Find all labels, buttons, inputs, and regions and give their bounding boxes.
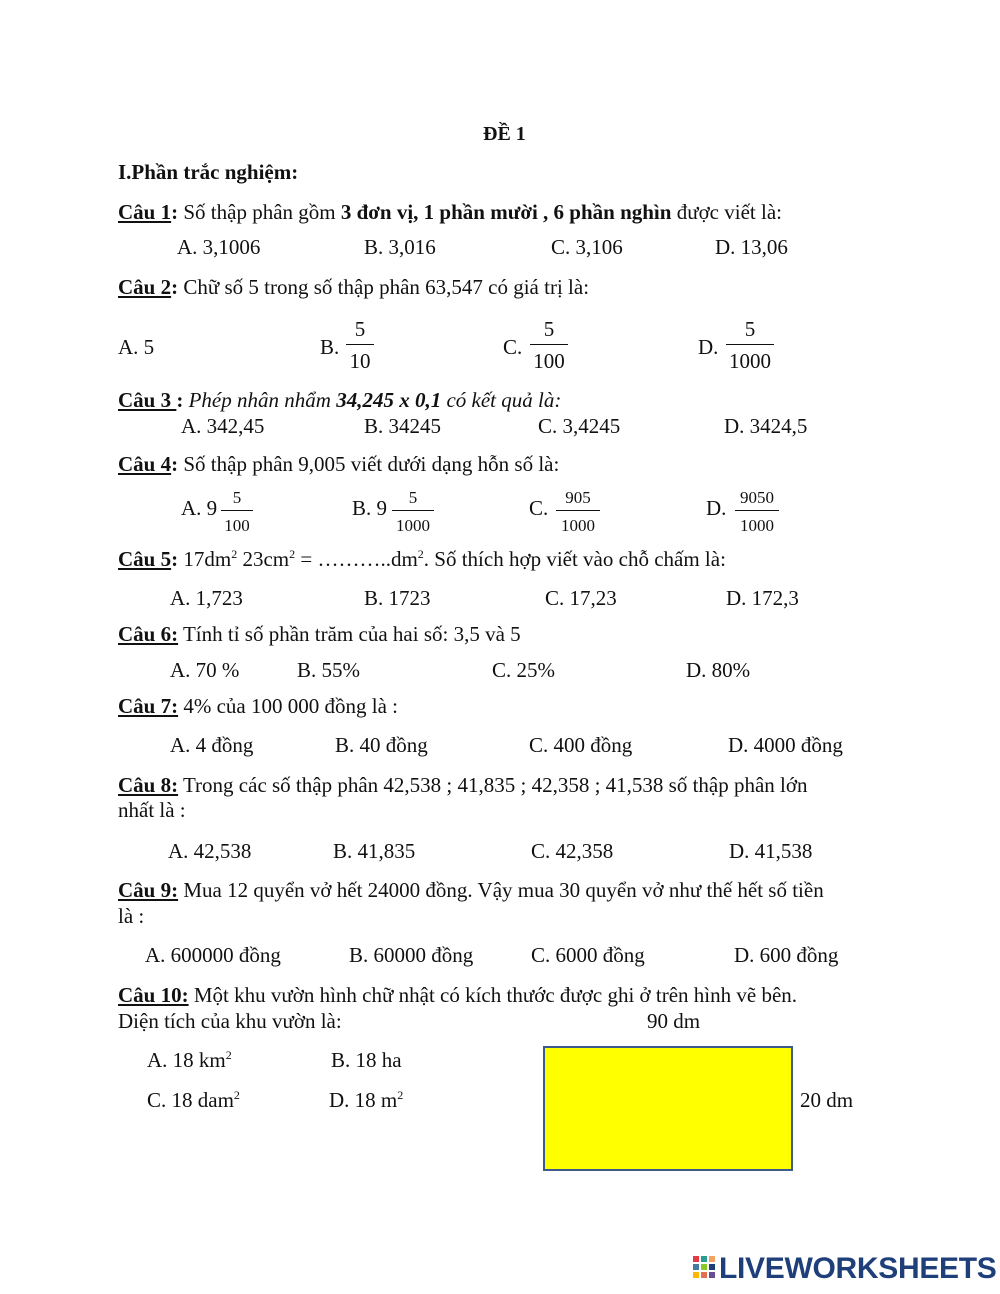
q5-option-c[interactable]: C. 17,23 [545, 586, 617, 610]
q4-option-c-fraction: 905 1000 [556, 489, 600, 534]
rectangle-width-label: 90 dm [647, 1009, 701, 1033]
q3-option-d[interactable]: D. 3424,5 [724, 414, 808, 438]
question-6-label: Câu 6: [118, 622, 179, 646]
garden-rectangle [543, 1046, 793, 1171]
q1-option-b[interactable]: B. 3,016 [364, 235, 436, 259]
question-1-text: Câu 1: Số thập phân gồm 3 đơn vị, 1 phần mười , 6 phần nghìn được viết là: [118, 200, 782, 224]
q10-option-a[interactable]: A. 18 $km^2$ [147, 1048, 232, 1072]
q4-option-c[interactable]: C. [529, 496, 549, 520]
question-3-label: Câu 3 [118, 388, 177, 412]
question-3-text: Câu 3 : Phép nhân nhẩm 34,245 x 0,1 có kết quả là: [118, 388, 562, 412]
q7-option-c[interactable]: C. 400 đồng [529, 733, 633, 757]
question-10-text: Câu 10: Một khu vườn hình chữ nhật có kích thước được ghi ở trên hình vẽ bên. [118, 983, 798, 1007]
logo-text: LIVEWORKSHEETS [719, 1252, 997, 1285]
q3-option-c[interactable]: C. 3,4245 [538, 414, 621, 438]
q2-option-c[interactable]: C. [503, 335, 523, 359]
q6-option-d[interactable]: D. 80% [686, 658, 751, 682]
q6-option-a[interactable]: A. 70 % [170, 658, 240, 682]
question-10-label: Câu 10: [118, 983, 189, 1007]
section-heading: I.Phần trắc nghiệm: [118, 160, 299, 184]
q7-option-b[interactable]: B. 40 đồng [335, 733, 428, 757]
q9-option-a[interactable]: A. 600000 đồng [145, 943, 281, 967]
question-2-text: Câu 2: Chữ số 5 trong số thập phân 63,547 có giá trị là: [118, 275, 590, 299]
rectangle-height-label: 20 dm [800, 1088, 854, 1112]
question-8-text-line2: nhất là : [118, 798, 186, 822]
q4-option-a-fraction: 5 100 [221, 489, 253, 534]
q8-option-c[interactable]: C. 42,358 [531, 839, 614, 863]
q9-option-d[interactable]: D. 600 đồng [734, 943, 839, 967]
question-9-label: Câu 9: [118, 878, 179, 902]
q9-option-c[interactable]: C. 6000 đồng [531, 943, 645, 967]
q8-option-a[interactable]: A. 42,538 [168, 839, 252, 863]
q4-option-a[interactable]: A. 9 [181, 496, 218, 520]
q9-option-b[interactable]: B. 60000 đồng [349, 943, 474, 967]
q2-option-b[interactable]: B. [320, 335, 340, 359]
q4-option-d-fraction: 9050 1000 [735, 489, 779, 534]
q1-option-c[interactable]: C. 3,106 [551, 235, 623, 259]
q10-option-d[interactable]: D. 18 $m^2$ [329, 1088, 404, 1112]
q1-option-a[interactable]: A. 3,1006 [177, 235, 261, 259]
question-5-label: Câu 5 [118, 547, 172, 571]
question-2-label: Câu 2 [118, 275, 172, 299]
q4-option-b[interactable]: B. 9 [352, 496, 388, 520]
q7-option-a[interactable]: A. 4 đồng [170, 733, 254, 757]
question-8-text: Câu 8: Trong các số thập phân 42,538 ; 41,835 ; 42,358 ; 41,538 số thập phân lớn [118, 773, 808, 797]
question-6-text: Câu 6: Tính tỉ số phần trăm của hai số: 3,5 và 5 [118, 622, 521, 646]
question-10-text-line2: Diện tích của khu vườn là: [118, 1009, 342, 1033]
question-8-label: Câu 8: [118, 773, 179, 797]
q4-option-b-fraction: 5 1000 [392, 489, 434, 534]
q5-option-b[interactable]: B. 1723 [364, 586, 431, 610]
q2-option-a[interactable]: A. 5 [118, 335, 155, 359]
q6-option-c[interactable]: C. 25% [492, 658, 555, 682]
q2-option-d[interactable]: D. [698, 335, 719, 359]
question-9-text-line2: là : [118, 904, 145, 928]
question-9-text: Câu 9: Mua 12 quyển vở hết 24000 đồng. Vậy mua 30 quyển vở như thế hết số tiền [118, 878, 824, 902]
page-title: ĐỀ 1 [483, 123, 526, 145]
q3-option-a[interactable]: A. 342,45 [181, 414, 265, 438]
question-1-label: Câu 1 [118, 200, 172, 224]
q2-option-c-fraction: 5 100 [530, 319, 568, 372]
q5-option-d[interactable]: D. 172,3 [726, 586, 799, 610]
question-4-label: Câu 4 [118, 452, 172, 476]
q2-option-b-fraction: 5 10 [346, 319, 374, 372]
q5-option-a[interactable]: A. 1,723 [170, 586, 243, 610]
q10-option-c[interactable]: C. 18 dam$^2$ [147, 1088, 240, 1112]
question-7-label: Câu 7: [118, 694, 179, 718]
q1-option-d[interactable]: D. 13,06 [715, 235, 788, 259]
q8-option-b[interactable]: B. 41,835 [333, 839, 416, 863]
q10-option-b[interactable]: B. 18 ha [331, 1048, 402, 1072]
liveworksheets-logo-icon [693, 1256, 715, 1282]
question-5-text: Câu 5: $17dm^2$ $23cm^2$ = $\dots\dots\dots..dm^2$. Số thích hợp viết vào chỗ chấm là: [118, 547, 726, 571]
q8-option-d[interactable]: D. 41,538 [729, 839, 813, 863]
question-7-text: Câu 7: 4% của 100 000 đồng là : [118, 694, 398, 718]
q6-option-b[interactable]: B. 55% [297, 658, 360, 682]
q7-option-d[interactable]: D. 4000 đồng [728, 733, 843, 757]
q2-option-d-fraction: 5 1000 [726, 319, 774, 372]
q3-option-b[interactable]: B. 34245 [364, 414, 442, 438]
q4-option-d[interactable]: D. [706, 496, 727, 520]
question-4-text: Câu 4: Số thập phân 9,005 viết dưới dạng hỗn số là: [118, 452, 560, 476]
